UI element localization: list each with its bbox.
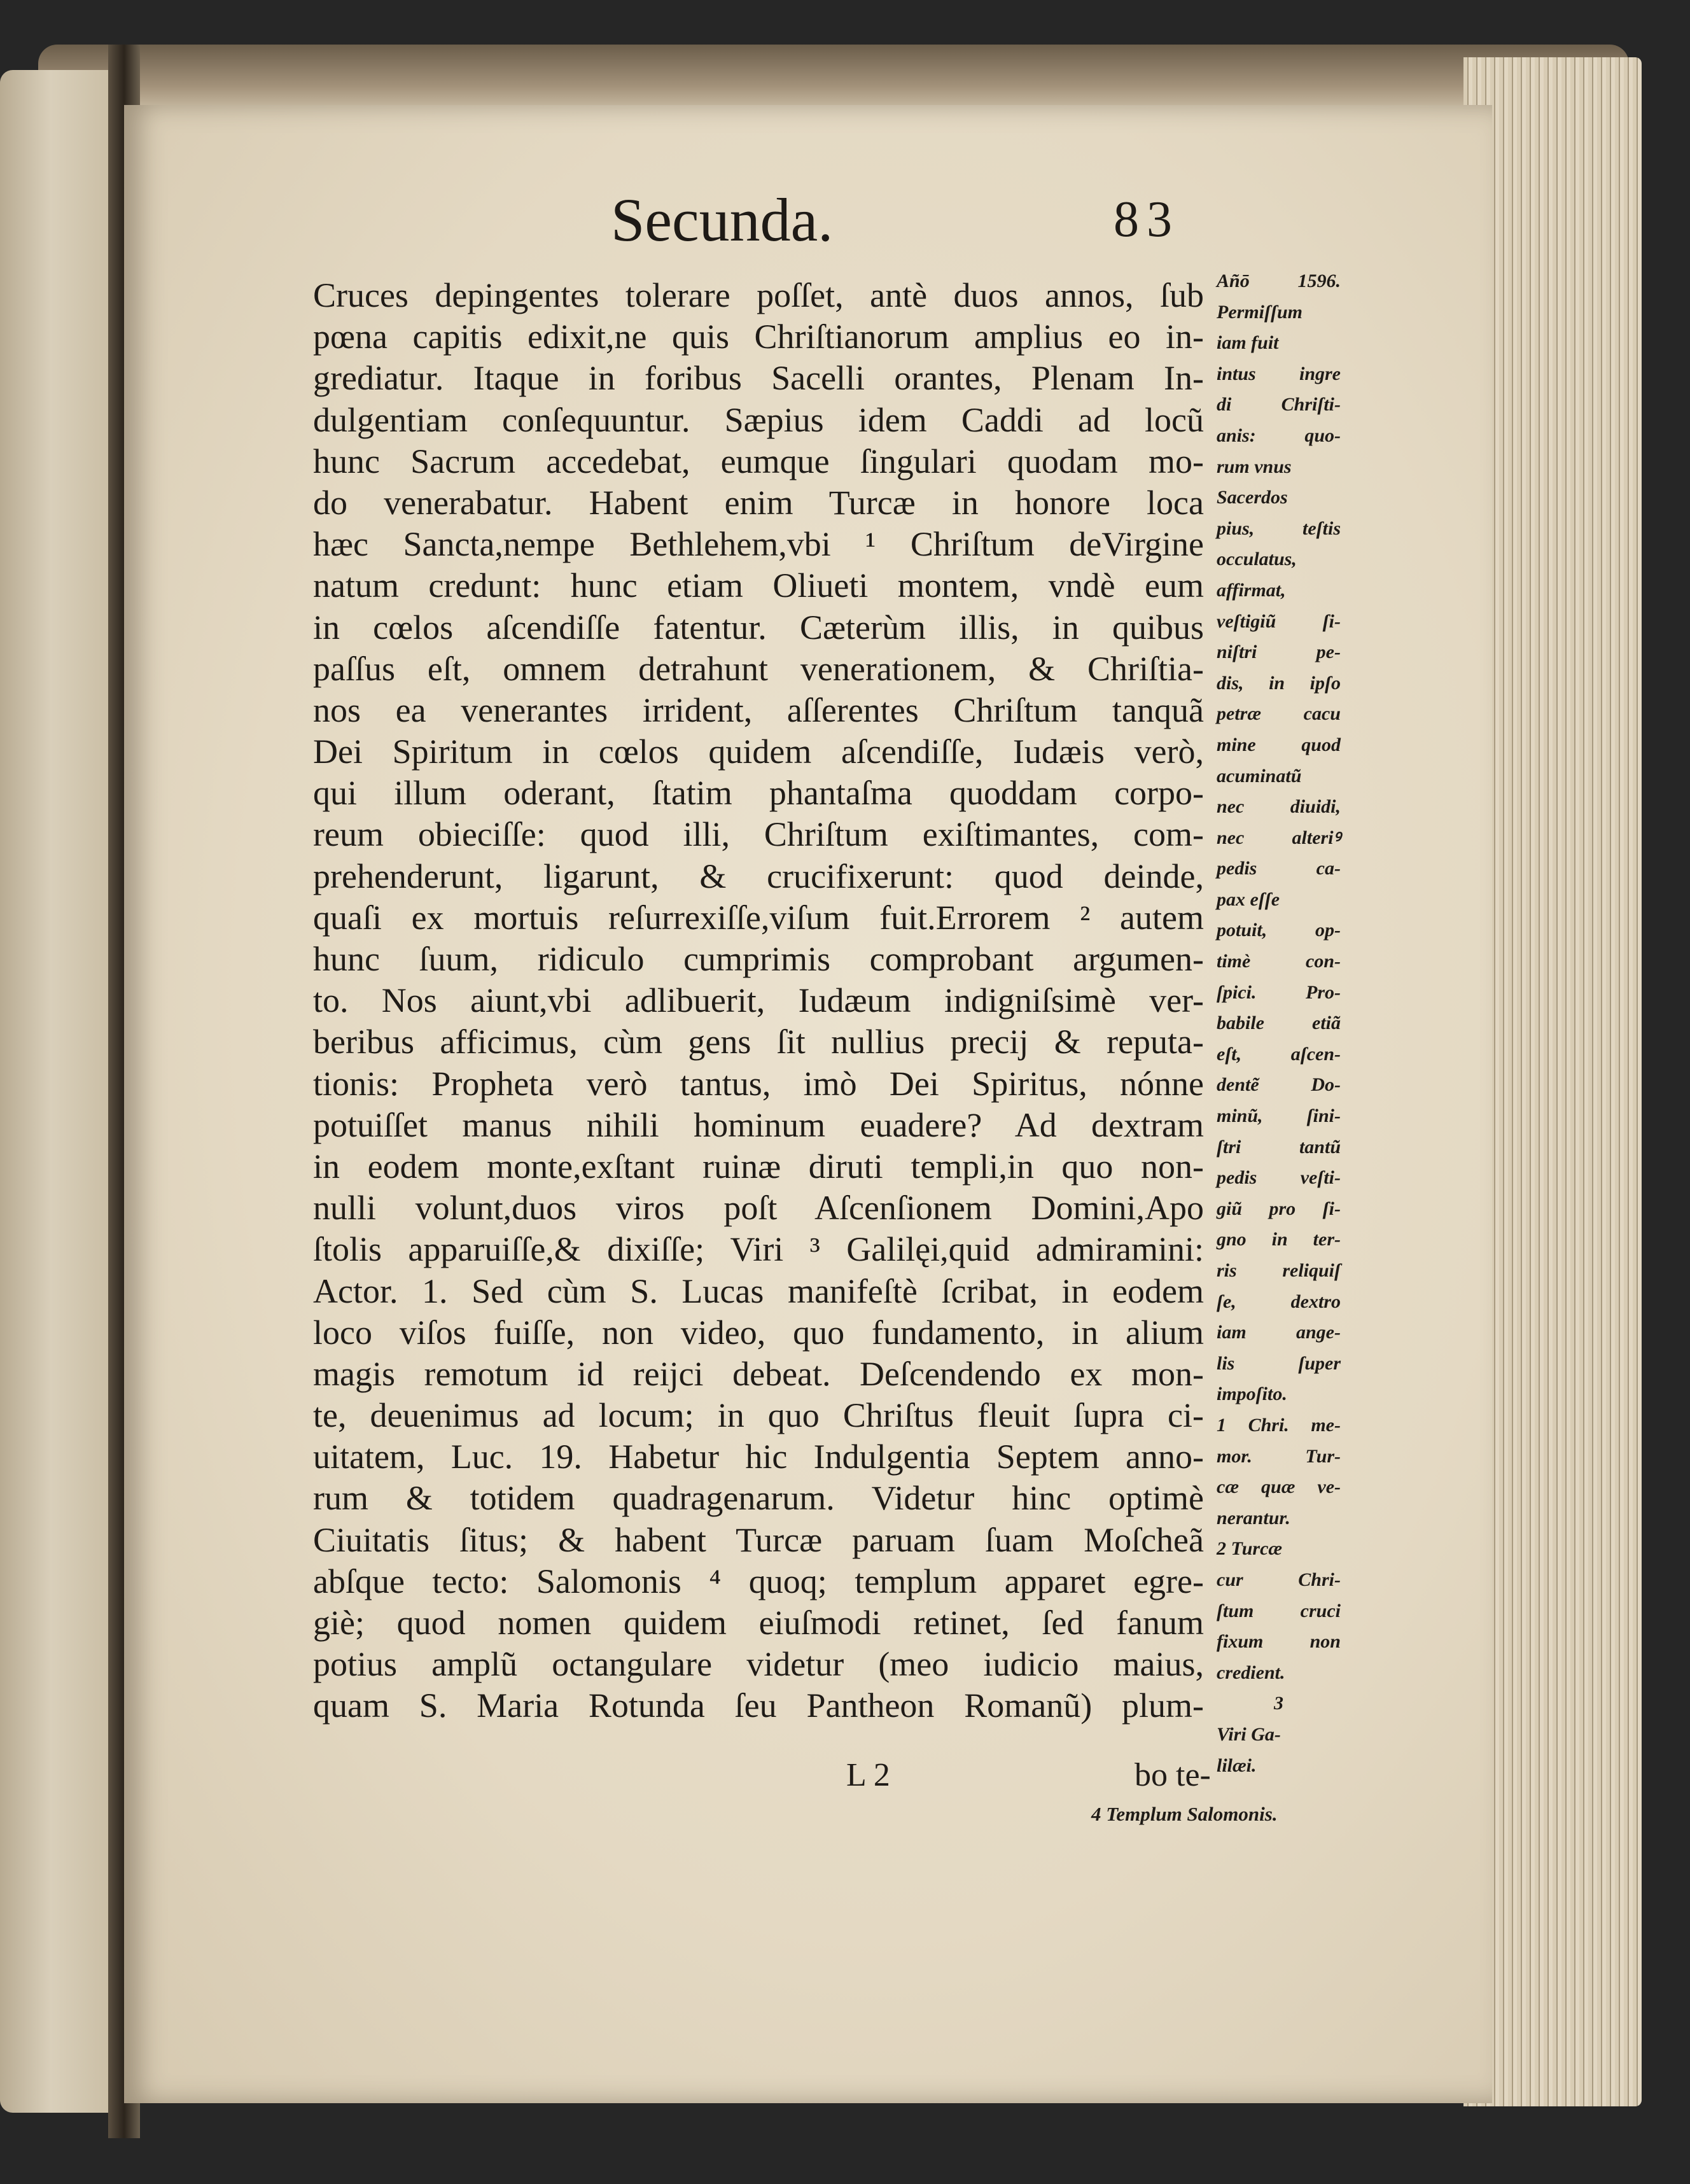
text-line: abſque tecto: Salomonis ⁴ quoq; templum apparet egre- [313, 1562, 1204, 1600]
marginal-note-line: anis: quo- [1217, 424, 1341, 446]
marginal-note-line: dentẽ Do- [1217, 1074, 1341, 1096]
marginal-note-line: cur Chri- [1217, 1569, 1341, 1590]
text-line: Ciuitatis ſitus; & habent Turcæ paruam ſuam Moſcheã [313, 1520, 1204, 1559]
main-text-block [313, 275, 1204, 1727]
marginal-notes [1217, 266, 1341, 1781]
marginal-note-line: mor. Tur- [1217, 1445, 1341, 1467]
running-head: Secunda. [611, 186, 834, 254]
marginal-note-line: gno in ter- [1217, 1229, 1341, 1250]
text-line: prehenderunt, ligarunt, & crucifixerunt: quod deinde, [313, 857, 1204, 895]
text-line: te, deuenimus ad locum; in quo Chriſtus fleuit ſupra ci- [313, 1396, 1204, 1435]
marginal-note-line: nec diuidi, [1217, 796, 1341, 818]
text-line: paſſus eſt, omnem detrahunt venerationem, & Chriſtia- [313, 649, 1204, 688]
marginal-note-line: credient. [1217, 1662, 1285, 1683]
text-line: to. Nos aiunt,vbi adlibuerit, Iudæum indigniſsimè ver- [313, 981, 1204, 1020]
text-line: loco viſos fuiſſe, non video, quo fundamento, in alium [313, 1313, 1204, 1352]
marginal-note-line: Sacerdos [1217, 487, 1288, 508]
marginal-note-line: rum vnus [1217, 456, 1292, 477]
marginal-note-line: di Chriſti- [1217, 394, 1341, 416]
marginal-note-line: Añō 1596. [1217, 270, 1341, 291]
marginal-note-line: minũ, ſini- [1217, 1105, 1341, 1127]
text-line: grediatur. Itaque in foribus Sacelli orantes, Plenam In- [313, 359, 1204, 398]
marginal-note-line: 2 Turcæ [1217, 1538, 1283, 1560]
marginal-note-line: cæ quæ ve- [1217, 1476, 1341, 1498]
text-line: uitatem, Luc. 19. Habetur hic Indulgentia Septem anno- [313, 1438, 1204, 1476]
marginal-note-line: pius, teſtis [1217, 517, 1341, 539]
text-line: magis remotum id reijci debeat. Deſcendendo ex mon- [313, 1354, 1204, 1393]
marginal-note-line: babile etiã [1217, 1012, 1341, 1034]
text-line: dulgentiam conſequuntur. Sæpius idem Caddi ad locũ [313, 400, 1204, 439]
text-line: pœna capitis edixit,ne quis Chriſtianorum amplius eo in- [313, 318, 1204, 356]
text-line: potuiſſet manus nihili hominum euadere? Ad dextram [313, 1105, 1204, 1144]
book-top-edge [38, 45, 1629, 115]
marginal-note-line: intus ingre [1217, 363, 1341, 384]
text-line: ſtolis apparuiſſe,& dixiſſe; Viri ³ Galilęi,quid admiramini: [313, 1230, 1204, 1269]
marginal-note-line: lilæi. [1217, 1754, 1257, 1776]
text-line: Dei Spiritum in cœlos quidem aſcendiſſe, Iudæis verò, [313, 732, 1204, 771]
marginal-note-line: mine quod [1217, 734, 1341, 755]
marginal-note-line: lis ſuper [1217, 1352, 1341, 1374]
marginal-note-line: potuit, op- [1217, 920, 1341, 941]
text-line: quam S. Maria Rotunda ſeu Pantheon Romanũ) plum- [313, 1686, 1204, 1725]
signature-mark: L 2 [846, 1757, 890, 1793]
marginal-note-line: affirmat, [1217, 579, 1286, 601]
text-line: rum & totidem quadragenarum. Videtur hinc optimè [313, 1479, 1204, 1518]
text-line: potius amplũ octangulare videtur (meo iudicio maius, [313, 1645, 1204, 1684]
marginal-note-line: iam ange- [1217, 1322, 1341, 1343]
text-line: quaſi ex mortuis reſurrexiſſe,viſum fuit.Errorem ² autem [313, 898, 1204, 937]
text-line: nos ea venerantes irrident, aſſerentes Chriſtum tanquã [313, 690, 1204, 729]
marginal-note-line: niſtri pe- [1217, 641, 1341, 663]
marginal-note-line: impoſito. [1217, 1383, 1287, 1405]
text-line: reum obieciſſe: quod illi, Chriſtum exiſtimantes, com- [313, 815, 1204, 854]
marginal-note-line: petræ cacu [1217, 703, 1341, 725]
marginal-note-line: dis, in ipſo [1217, 672, 1341, 694]
text-line: hæc Sancta,nempe Bethlehem,vbi ¹ Chriſtum deVirgine [313, 525, 1204, 564]
marginal-note-line: occulatus, [1217, 549, 1297, 570]
marginal-note-line: eſt, aſcen- [1217, 1043, 1341, 1065]
marginal-note-line: ſtri tantũ [1217, 1136, 1341, 1158]
catchword: bo te- [1135, 1757, 1211, 1793]
marginal-note-line: giũ pro ſi- [1217, 1198, 1341, 1219]
marginal-note-line: timè con- [1217, 951, 1341, 972]
text-line: in cœlos aſcendiſſe fatentur. Cæterùm illis, in quibus [313, 608, 1204, 647]
marginal-note-line: Viri Ga- [1217, 1723, 1281, 1745]
text-line: in eodem monte,exſtant ruinæ diruti templi,in quo non- [313, 1147, 1204, 1186]
text-line: tionis: Propheta verò tantus, imò Dei Spiritus, nónne [313, 1064, 1204, 1103]
text-line: qui illum oderant, ſtatim phantaſma quoddam corpo- [313, 774, 1204, 813]
marginal-note-line: pax eſſe [1217, 888, 1280, 910]
marginal-note-line: nerantur. [1217, 1507, 1290, 1529]
marginal-note-line: pedis veſti- [1217, 1167, 1341, 1189]
page-number: 83 [1114, 192, 1180, 248]
marginal-note-line: nec alteriꝰ [1217, 827, 1341, 848]
marginal-note-line: 1 Chri. me- [1217, 1414, 1341, 1436]
marginal-note-line: pedis ca- [1217, 858, 1341, 879]
marginal-note-line: 3 [1274, 1693, 1283, 1714]
text-line: natum credunt: hunc etiam Oliueti montem, vndè eum [313, 566, 1204, 605]
text-line: Cruces depingentes tolerare poſſet, antè duos annos, ſub [313, 276, 1204, 314]
marginal-note-line: ſpici. Pro- [1217, 981, 1341, 1003]
marginal-note-line: iam fuit [1217, 332, 1279, 354]
text-line: beribus afficimus, cùm gens ſit nullius precij & reputa- [313, 1023, 1204, 1061]
marginal-note-line: ſtum cruci [1217, 1600, 1341, 1621]
text-line: hunc Sacrum accedebat, eumque ſingulari quodam mo- [313, 442, 1204, 480]
marginal-note-line: veſtigiũ ſi- [1217, 610, 1341, 632]
marginal-note-line: ris reliquiſ [1217, 1260, 1341, 1281]
marginal-note-line: ſe, dextro [1217, 1291, 1341, 1312]
text-line: Actor. 1. Sed cùm S. Lucas manifeſtè ſcribat, in eodem [313, 1271, 1204, 1310]
text-line: nulli volunt,duos viros poſt Aſcenſionem Domini,Apo [313, 1189, 1204, 1228]
marginal-note-line: fixum non [1217, 1631, 1341, 1653]
text-line: giè; quod nomen quidem eiuſmodi retinet, ſed fanum [313, 1604, 1204, 1642]
text-line: hunc ſuum, ridiculo cumprimis comprobant argumen- [313, 940, 1204, 978]
marginal-note-line: acuminatũ [1217, 765, 1302, 787]
text-line: do venerabatur. Habent enim Turcæ in honore loca [313, 483, 1204, 522]
marginal-note-templum: 4 Templum Salomonis. [1091, 1803, 1278, 1825]
marginal-note-line: Permiſſum [1217, 301, 1302, 323]
